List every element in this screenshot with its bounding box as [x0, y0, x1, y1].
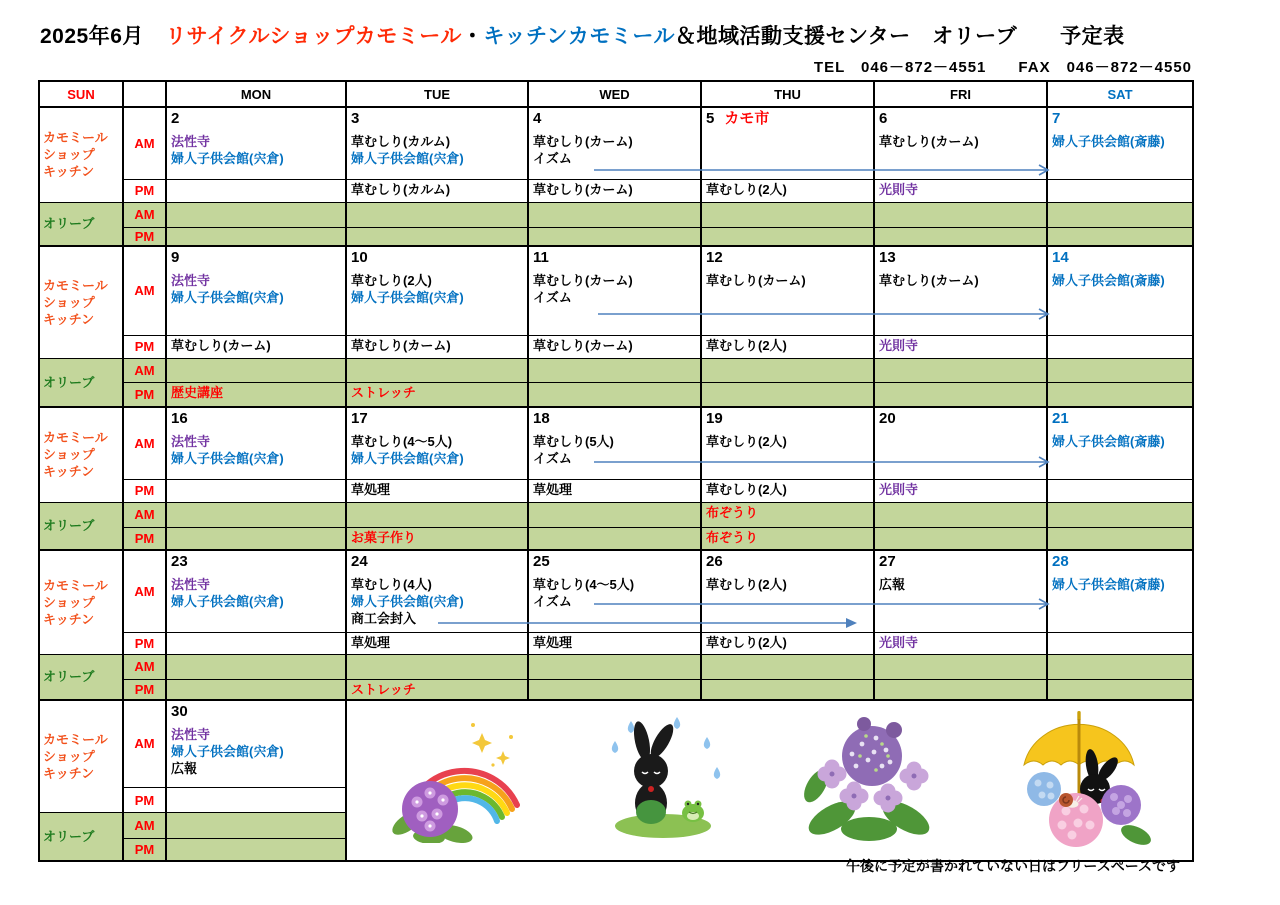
event-label: 草むしり(2人)	[706, 577, 787, 592]
day-cell-am	[166, 550, 346, 632]
day-cell-am	[528, 407, 701, 479]
header-day-thu: THU	[701, 81, 874, 107]
day-cell-am	[701, 407, 874, 479]
event-label: 草むしり(カルム)	[351, 181, 451, 197]
rabbit-frog-rain-illustration	[585, 713, 735, 848]
day-number: 18	[533, 410, 550, 427]
pm-label: PM	[123, 839, 166, 861]
event-label: 婦人子供会館(宍倉)	[351, 290, 464, 305]
event-label: 草むしり(2人)	[706, 434, 787, 449]
day-cell-pm	[701, 335, 874, 358]
day-number: 21	[1052, 410, 1069, 427]
day-number: 13	[879, 249, 896, 266]
event-label: 法性寺	[171, 726, 211, 742]
pm-label: PM	[123, 679, 166, 700]
am-label: AM	[123, 550, 166, 632]
day-cell-am	[1047, 550, 1193, 632]
day-cell-am	[874, 550, 1047, 632]
event-label: ストレッチ	[351, 384, 416, 400]
olive-day-cell	[346, 227, 528, 246]
day-number: 20	[879, 410, 896, 427]
header-day-wed: WED	[528, 81, 701, 107]
event-label: 草むしり(4～5人)	[533, 577, 635, 592]
header-day-sun: SUN	[39, 81, 123, 107]
event-label: 婦人子供会館(宍倉)	[171, 151, 284, 166]
event-label: 婦人子供会館(宍倉)	[351, 151, 464, 166]
day-cell-am	[346, 407, 528, 479]
day-cell-pm	[874, 335, 1047, 358]
event-label: 草むしり(2人)	[351, 273, 432, 288]
day-cell-pm	[166, 335, 346, 358]
event-label: イズム	[533, 451, 572, 466]
olive-day-cell	[1047, 227, 1193, 246]
event-label: 草むしり(カーム)	[879, 134, 979, 149]
camomile-row-label: カモミール ショップ キッチン	[39, 107, 123, 202]
day-number: 10	[351, 249, 368, 266]
olive-day-cell	[1047, 654, 1193, 679]
event-label: 草処理	[533, 481, 573, 497]
day-cell-pm	[701, 479, 874, 502]
header-day-fri: FRI	[874, 81, 1047, 107]
am-label: AM	[123, 813, 166, 839]
olive-day-cell	[528, 227, 701, 246]
day-cell-am	[528, 107, 701, 179]
event-label: 草むしり(カルム)	[351, 134, 451, 149]
olive-day-cell	[166, 358, 346, 382]
event-label: 婦人子供会館(斎藤)	[1052, 434, 1165, 449]
event-label: 草処理	[351, 634, 391, 650]
event-label: ストレッチ	[351, 681, 416, 697]
olive-row-label: オリーブ	[39, 358, 123, 407]
olive-row-label: オリーブ	[39, 813, 123, 861]
event-label: 広報	[879, 577, 906, 592]
olive-day-cell	[701, 527, 874, 550]
event-label: 草むしり(カーム)	[533, 337, 633, 353]
am-label: AM	[123, 358, 166, 382]
header-day-sat: SAT	[1047, 81, 1193, 107]
pm-label: PM	[123, 335, 166, 358]
day-cell-am	[1047, 107, 1193, 179]
title-segment: ・	[461, 25, 484, 48]
olive-day-cell	[701, 382, 874, 407]
day-number: 30	[171, 702, 188, 720]
day-number: 11	[533, 249, 549, 266]
event-label: お菓子作り	[351, 529, 417, 545]
olive-day-cell	[346, 654, 528, 679]
event-label: 草むしり(カーム)	[351, 337, 451, 353]
event-label: 法性寺	[171, 434, 211, 449]
day-number: 4	[533, 110, 542, 127]
event-label: 草むしり(カーム)	[171, 337, 271, 353]
day-number: 9	[171, 249, 180, 266]
event-label: 広報	[171, 760, 198, 776]
day-cell-am	[701, 550, 874, 632]
event-label: 法性寺	[171, 273, 211, 288]
day-number: 5 カモ市	[706, 110, 770, 127]
olive-day-cell	[528, 382, 701, 407]
olive-day-cell	[701, 227, 874, 246]
event-label: 草むしり(カーム)	[879, 273, 979, 288]
olive-day-cell	[166, 654, 346, 679]
olive-day-cell	[874, 358, 1047, 382]
day-cell-am	[166, 107, 346, 179]
event-label: 法性寺	[171, 577, 211, 592]
olive-day-cell	[701, 679, 874, 700]
olive-day-cell	[346, 358, 528, 382]
rabbit-umbrella-hydrangea-illustration	[1004, 703, 1154, 858]
pm-label: PM	[123, 382, 166, 407]
am-label: AM	[123, 107, 166, 179]
day-cell-am	[1047, 407, 1193, 479]
event-label: 商工会封入	[351, 611, 417, 626]
event-label: イズム	[533, 290, 572, 305]
olive-day-cell	[166, 227, 346, 246]
olive-day-cell	[1047, 202, 1193, 227]
day-number: 25	[533, 553, 550, 570]
event-label: 光則寺	[879, 337, 919, 353]
olive-row-label: オリーブ	[39, 502, 123, 550]
page-title	[40, 20, 1125, 50]
day-number: 16	[171, 410, 188, 427]
day-cell-am	[528, 550, 701, 632]
title-segment: 2025年6月	[40, 25, 144, 48]
footer-note: 午後に予定が書かれていない日はフリースペースです	[845, 858, 1180, 874]
event-label: 婦人子供会館(斎藤)	[1052, 134, 1165, 149]
day-cell-am	[874, 246, 1047, 335]
day-note: カモ市	[724, 110, 770, 127]
hydrangea-flowers-illustration	[794, 708, 944, 853]
day-cell-pm	[701, 632, 874, 654]
day-cell-am	[874, 407, 1047, 479]
day-cell-pm	[874, 179, 1047, 202]
olive-day-cell	[528, 202, 701, 227]
olive-day-cell	[701, 502, 874, 527]
olive-day-cell	[166, 502, 346, 527]
day-cell-pm	[346, 335, 528, 358]
camomile-row-label: カモミール ショップ キッチン	[39, 550, 123, 654]
event-label: 草むしり(2人)	[706, 181, 787, 197]
olive-day-cell	[346, 202, 528, 227]
pm-label: PM	[123, 527, 166, 550]
header-day-mon: MON	[166, 81, 346, 107]
schedule-table-wrap	[38, 80, 1192, 857]
olive-day-cell	[166, 813, 346, 839]
olive-day-cell	[701, 358, 874, 382]
event-label: 光則寺	[879, 481, 919, 497]
olive-day-cell	[166, 839, 346, 861]
olive-day-cell	[166, 202, 346, 227]
olive-day-cell	[346, 527, 528, 550]
am-label: AM	[123, 700, 166, 788]
am-label: AM	[123, 407, 166, 479]
pm-label: PM	[123, 479, 166, 502]
day-cell-pm	[1047, 632, 1193, 654]
am-label: AM	[123, 246, 166, 335]
day-cell-am	[874, 107, 1047, 179]
olive-day-cell	[1047, 679, 1193, 700]
event-label: イズム	[533, 151, 572, 166]
olive-day-cell	[874, 527, 1047, 550]
day-cell-pm	[346, 479, 528, 502]
day-number: 14	[1052, 249, 1069, 266]
day-number: 24	[351, 553, 368, 570]
event-label: 歴史講座	[171, 384, 224, 400]
olive-day-cell	[528, 358, 701, 382]
camomile-row-label: カモミール ショップ キッチン	[39, 407, 123, 502]
olive-day-cell	[874, 202, 1047, 227]
day-cell-am	[701, 107, 874, 179]
event-label: 草むしり(4～5人)	[351, 434, 453, 449]
olive-day-cell	[1047, 502, 1193, 527]
olive-day-cell	[701, 202, 874, 227]
day-cell-pm	[346, 179, 528, 202]
day-number: 12	[706, 249, 723, 266]
day-cell-pm	[166, 632, 346, 654]
pm-label: PM	[123, 632, 166, 654]
event-label: 光則寺	[879, 181, 919, 197]
am-label: AM	[123, 654, 166, 679]
olive-day-cell	[166, 679, 346, 700]
pm-label: PM	[123, 788, 166, 813]
day-cell-am	[701, 246, 874, 335]
day-cell-am	[346, 550, 528, 632]
event-label: 草処理	[533, 634, 573, 650]
day-number: 26	[706, 553, 723, 570]
olive-day-cell	[1047, 382, 1193, 407]
event-label: 光則寺	[879, 634, 919, 650]
olive-day-cell	[874, 382, 1047, 407]
day-cell-pm	[528, 335, 701, 358]
day-cell-pm	[346, 632, 528, 654]
event-label: 草むしり(カーム)	[706, 273, 806, 288]
olive-row-label: オリーブ	[39, 202, 123, 246]
day-number: 7	[1052, 110, 1061, 127]
event-label: イズム	[533, 594, 572, 609]
header-day-tue: TUE	[346, 81, 528, 107]
contact-info: TEL 046－872－4551 FAX 046－872－4550	[813, 59, 1192, 76]
event-label: 草むしり(2人)	[706, 481, 787, 497]
day-cell-am	[528, 246, 701, 335]
olive-day-cell	[874, 227, 1047, 246]
event-label: 婦人子供会館(宍倉)	[171, 451, 284, 466]
day-number: 3	[351, 110, 360, 127]
event-label: 草むしり(2人)	[706, 634, 787, 650]
event-label: 婦人子供会館(宍倉)	[351, 451, 464, 466]
day-cell-pm	[701, 179, 874, 202]
day-number: 17	[351, 410, 368, 427]
day-number: 19	[706, 410, 723, 427]
olive-day-cell	[166, 382, 346, 407]
olive-row-label: オリーブ	[39, 654, 123, 700]
event-label: 草むしり(4人)	[351, 577, 432, 592]
event-label: 草むしり(カーム)	[533, 181, 633, 197]
event-label: 布ぞうり	[706, 529, 759, 545]
olive-day-cell	[528, 679, 701, 700]
olive-day-cell	[874, 679, 1047, 700]
olive-day-cell	[528, 654, 701, 679]
rainbow-hydrangea-illustration	[385, 713, 525, 848]
title-segment: キッチンカモミール	[483, 25, 675, 48]
day-cell-pm	[528, 479, 701, 502]
day-cell-am	[166, 407, 346, 479]
day-cell-pm	[1047, 479, 1193, 502]
day-cell-pm	[1047, 179, 1193, 202]
event-label: 草むしり(カーム)	[533, 134, 633, 149]
olive-day-cell	[874, 502, 1047, 527]
olive-day-cell	[346, 679, 528, 700]
day-cell-pm	[528, 179, 701, 202]
olive-day-cell	[528, 527, 701, 550]
am-label: AM	[123, 502, 166, 527]
event-label: 婦人子供会館(宍倉)	[171, 743, 284, 759]
event-label: 草むしり(2人)	[706, 337, 787, 353]
olive-day-cell	[1047, 358, 1193, 382]
olive-day-cell	[528, 502, 701, 527]
day-number: 28	[1052, 553, 1069, 570]
title-segment: リサイクルショップカモミール	[143, 25, 462, 48]
day-cell-am	[166, 246, 346, 335]
day-cell-am	[1047, 246, 1193, 335]
event-label: 婦人子供会館(宍倉)	[171, 290, 284, 305]
pm-label: PM	[123, 179, 166, 202]
day-cell-pm	[166, 479, 346, 502]
day-number: 27	[879, 553, 896, 570]
event-label: 婦人子供会館(斎藤)	[1052, 273, 1165, 288]
olive-day-cell	[701, 654, 874, 679]
title-segment: ＆地域活動支援センター オリーブ 予定表	[675, 25, 1125, 48]
event-label: 法性寺	[171, 134, 211, 149]
event-label: 草むしり(カーム)	[533, 273, 633, 288]
olive-day-cell	[346, 382, 528, 407]
day-number: 23	[171, 553, 188, 570]
olive-day-cell	[1047, 527, 1193, 550]
camomile-row-label: カモミール ショップ キッチン	[39, 246, 123, 358]
event-label: 婦人子供会館(宍倉)	[171, 594, 284, 609]
header-day-spacer	[123, 81, 166, 107]
day-cell-pm	[1047, 335, 1193, 358]
am-label: AM	[123, 202, 166, 227]
day-number: 2	[171, 110, 180, 127]
day-number: 6	[879, 110, 888, 127]
schedule-table	[38, 80, 1194, 862]
day-cell-pm	[874, 479, 1047, 502]
day-cell-pm	[874, 632, 1047, 654]
olive-day-cell	[874, 654, 1047, 679]
day-cell-am	[166, 700, 346, 788]
day-cell-pm	[166, 788, 346, 813]
day-cell-am	[346, 107, 528, 179]
event-label: 布ぞうり	[706, 504, 759, 520]
camomile-row-label: カモミール ショップ キッチン	[39, 700, 123, 813]
day-cell-pm	[166, 179, 346, 202]
illustration-cell	[346, 700, 1193, 861]
pm-label: PM	[123, 227, 166, 246]
event-label: 草処理	[351, 481, 391, 497]
olive-day-cell	[166, 527, 346, 550]
olive-day-cell	[346, 502, 528, 527]
day-cell-am	[346, 246, 528, 335]
day-cell-pm	[528, 632, 701, 654]
event-label: 婦人子供会館(斎藤)	[1052, 577, 1165, 592]
event-label: 草むしり(5人)	[533, 434, 614, 449]
event-label: 婦人子供会館(宍倉)	[351, 594, 464, 609]
